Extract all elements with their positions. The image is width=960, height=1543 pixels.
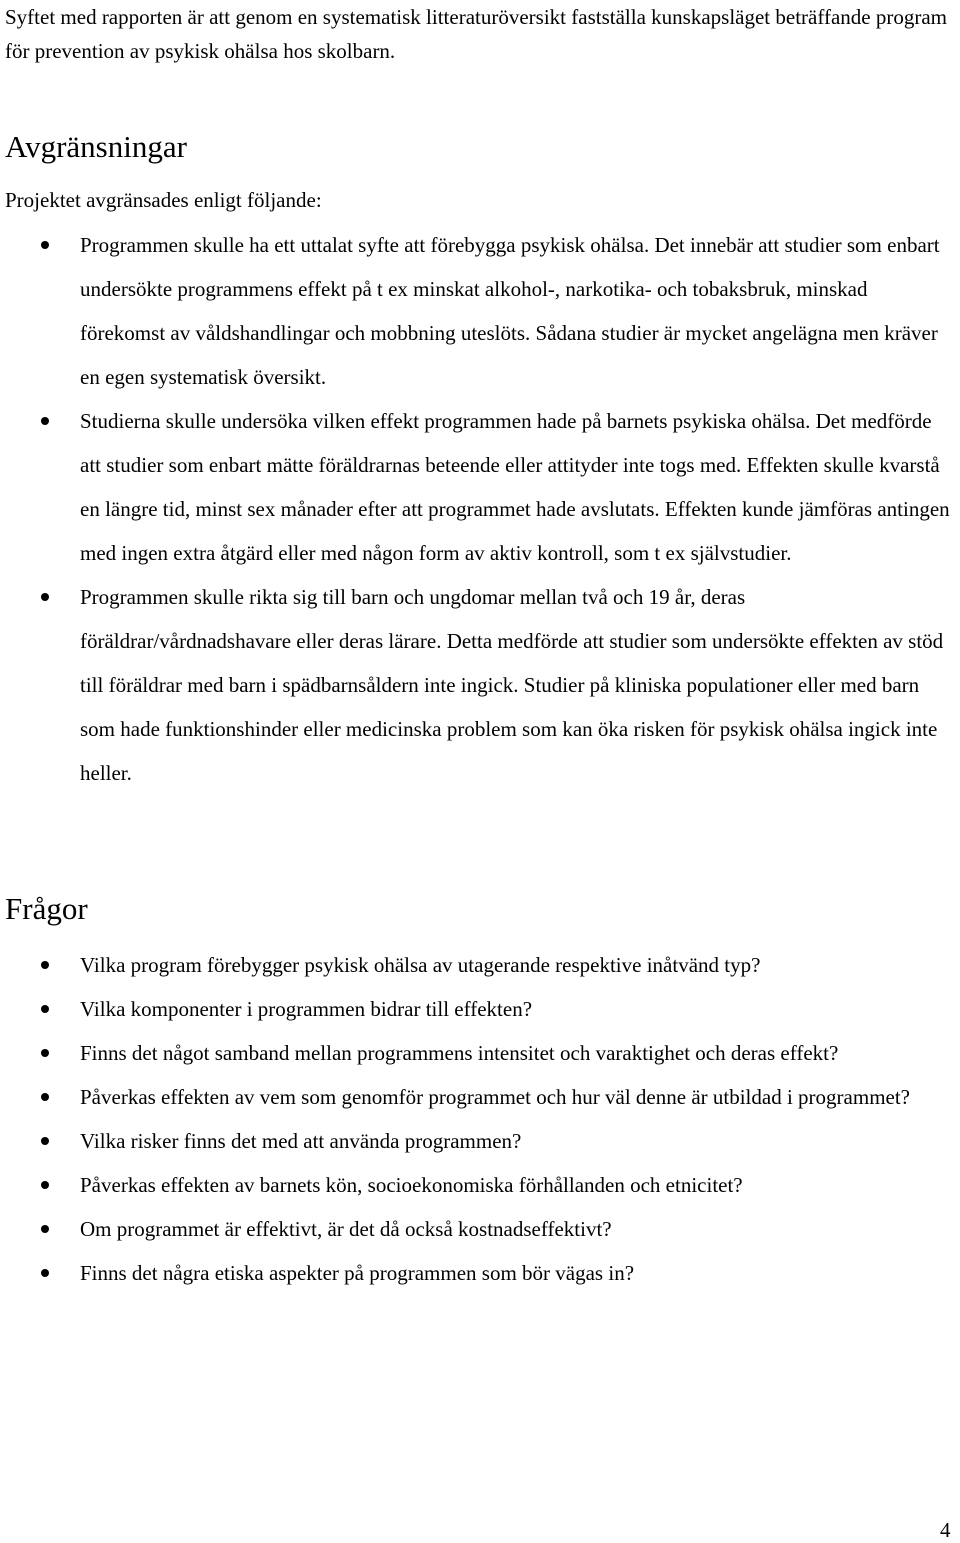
heading-avgransningar: Avgränsningar — [5, 129, 187, 164]
list-item-text: Studierna skulle undersöka vilken effekt programmen hade på barnets psykiska ohälsa. Det medförde att studier som enbart mätte föräldrarnas beteende eller attityder inte togs med. Effekten skulle kvarstå en längre tid, minst sex månader efter att programmet hade avslutats. Effekten kunde jämföras antingen med ingen extra åtgärd eller med någon form av aktiv kontroll, som t ex självstudier. — [80, 409, 950, 565]
list-item — [0, 1207, 956, 1251]
bullet-icon — [41, 1137, 49, 1145]
list-item-text: Programmen skulle ha ett uttalat syfte att förebygga psykisk ohälsa. Det innebär att studier som enbart undersökte programmens effekt på t ex minskat alkohol-, narkotika- och tobaksbruk, minskad förekomst av våldshandlingar och mobbning uteslöts. Sådana studier är mycket angelägna men kräver en egen systematisk översikt. — [80, 233, 940, 389]
bullet-icon — [41, 241, 49, 249]
bullet-icon — [41, 593, 49, 601]
list-item — [0, 399, 956, 575]
list-item-text: Vilka risker finns det med att använda programmen? — [80, 1129, 522, 1153]
heading-fragor: Frågor — [5, 891, 88, 926]
list-item — [0, 987, 956, 1031]
list-item-text: Finns det något samband mellan programmens intensitet och varaktighet och deras effekt? — [80, 1041, 839, 1065]
list-item — [0, 1251, 956, 1295]
list-item — [0, 575, 956, 795]
list-item — [0, 1119, 956, 1163]
list-item — [0, 1075, 956, 1119]
intro-paragraph: Syftet med rapporten är att genom en systematisk litteraturöversikt fastställa kunskapsläget beträffande program för prevention av psykisk ohälsa hos skolbarn. — [5, 5, 947, 63]
list-item — [0, 1031, 956, 1075]
list-item-text: Vilka program förebygger psykisk ohälsa av utagerande respektive inåtvänd typ? — [80, 953, 761, 977]
fragor-list — [0, 943, 956, 1295]
bullet-icon — [41, 1093, 49, 1101]
list-item-text: Vilka komponenter i programmen bidrar till effekten? — [80, 997, 533, 1021]
list-item-text: Finns det några etiska aspekter på programmen som bör vägas in? — [80, 1261, 635, 1285]
bullet-icon — [41, 1225, 49, 1233]
bullet-icon — [41, 1181, 49, 1189]
list-item — [0, 1163, 956, 1207]
page-number: 4 — [940, 1518, 951, 1542]
list-item — [0, 943, 956, 987]
list-item — [0, 223, 956, 399]
bullet-icon — [41, 417, 49, 425]
list-item-text: Påverkas effekten av barnets kön, socioekonomiska förhållanden och etnicitet? — [80, 1173, 743, 1197]
avgransningar-list — [0, 223, 956, 795]
list-item-text: Programmen skulle rikta sig till barn och ungdomar mellan två och 19 år, deras föräldrar/vårdnadshavare eller deras lärare. Detta medförde att studier som undersökte effekten av stöd till föräldrar med barn i spädbarnsåldern inte ingick. Studier på kliniska populationer eller med barn som hade funktionshinder eller medicinska problem som kan öka risken för psykisk ohälsa ingick inte heller. — [80, 585, 944, 785]
bullet-icon — [41, 1049, 49, 1057]
bullet-icon — [41, 1269, 49, 1277]
bullet-icon — [41, 1005, 49, 1013]
bullet-icon — [41, 961, 49, 969]
list-item-text: Om programmet är effektivt, är det då också kostnadseffektivt? — [80, 1217, 612, 1241]
avgransningar-lead: Projektet avgränsades enligt följande: — [5, 188, 322, 212]
list-item-text: Påverkas effekten av vem som genomför programmet och hur väl denne är utbildad i programmet? — [80, 1085, 911, 1109]
